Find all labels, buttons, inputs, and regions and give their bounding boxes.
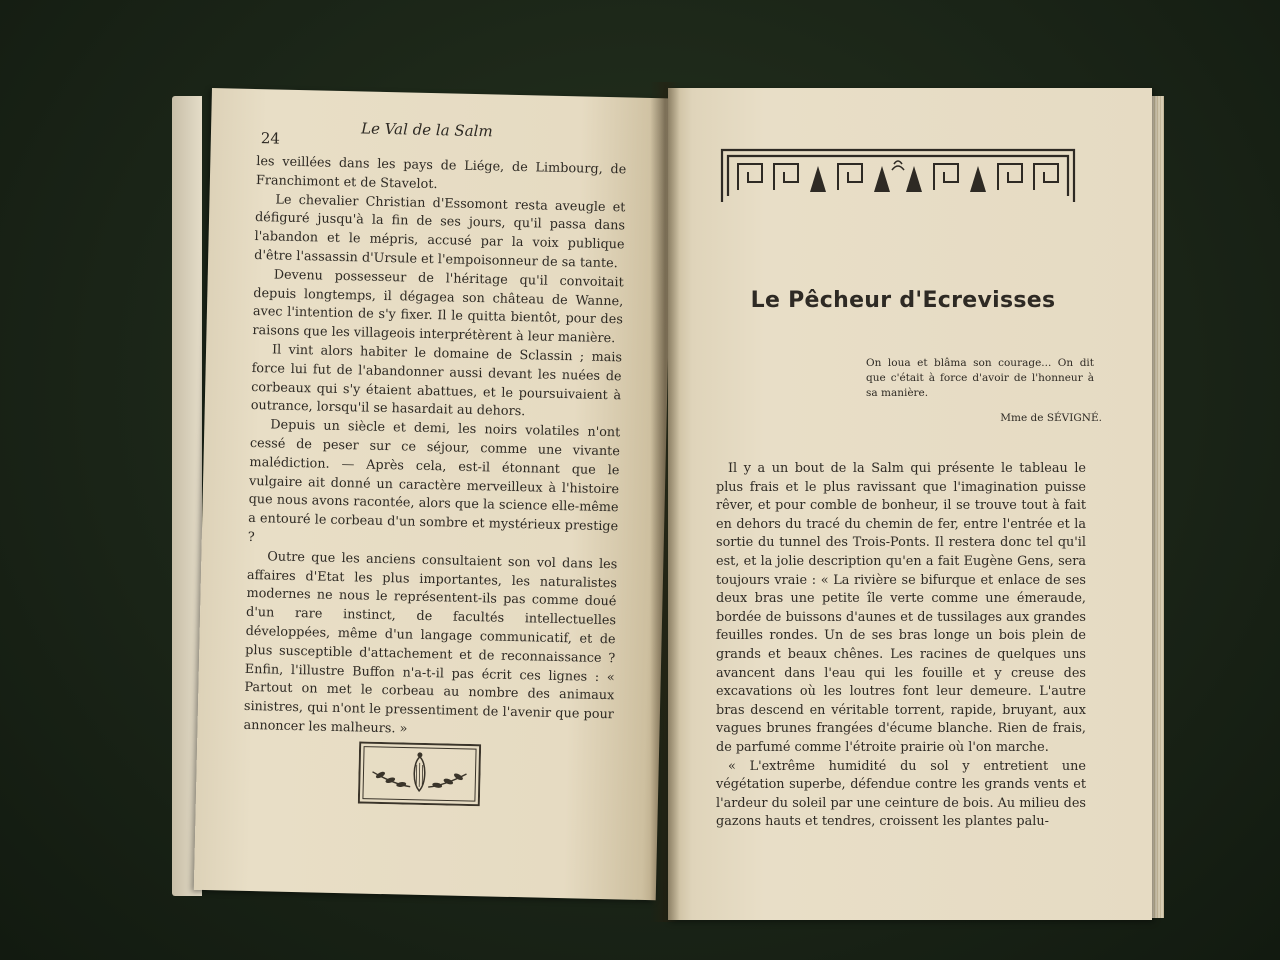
right-page: [668, 88, 1152, 920]
lyre-laurel-vignette-icon: [358, 742, 481, 807]
paragraph: Le chevalier Christian d'Essomont resta aveugle et défiguré jusqu'à la fin de ses jours, qu'il passa dans l'abandon et le mépris, accusé par la voix publique d'être l'assassin d'Ursule et l'empoisonneur de sa tante.: [254, 192, 626, 272]
paragraph: Depuis un siècle et demi, les noirs volatiles n'ont cessé de peser sur ce séjour, comme une vivante malédiction. — Après cela, est-il étonnant que le vulgaire ait donné un caractère merveilleux à l'histoire que nous avons racontée, alors que la science elle-même a entouré le corbeau d'un sombre et mystérieux prestige ?: [247, 417, 621, 546]
epigraph-author: Mme de SÉVIGNÉ.: [1000, 412, 1102, 424]
epigraph: On loua et blâma son courage... On dit que c'était à force d'avoir de l'honneur à sa manière.: [866, 357, 1094, 399]
right-page-body: [716, 460, 1086, 832]
paragraph: les veillées dans les pays de Liége, de Limbourg, de Franchimont et de Stavelot.: [255, 154, 627, 192]
running-title: Le Val de la Salm: [360, 119, 493, 141]
left-page: [194, 88, 674, 900]
greek-key-ornament-icon: [718, 144, 1078, 208]
paragraph: Devenu possesseur de l'héritage qu'il convoitait depuis longtemps, il dégagea son château de Wanne, avec l'intention de s'y fixer. Il le quitta bientôt, pour des raisons que les villageois interprétèrent à leur manière.: [252, 267, 624, 347]
page-number: 24: [260, 129, 281, 148]
paragraph: Il y a un bout de la Salm qui présente le tableau le plus frais et le plus ravissant que l'imagination puisse rêver, et pour comble de bonheur, il se trouve tout à fait en dehors du tracé du chemin de fer, entre l'entrée et la sortie du tunnel des Trois-Ponts. Il restera donc tel qu'il est, et la jolie description qu'en a fait Eugène Gens, sera toujours vraie : « La rivière se bifurque et enlace de ses deux bras une petite île verte comme une émeraude, bordée de buissons d'aunes et de tussilages aux grandes feuilles rondes. Un de ses bras longe un bois plein de grands et beaux chênes. Les racines de quelques uns avancent dans l'eau qui les fouille et y creuse des excavations où les loutres font leur demeure. L'autre bras descend en véritable torrent, rapide, bruyant, aux vagues brunes frangées d'écume blanche. Rien de frais, de parfumé comme l'étroite prairie où l'on marche.: [716, 461, 1086, 755]
paragraph: « L'extrême humidité du sol y entretient une végétation superbe, défendue contre les grands vents et l'ardeur du soleil par une ceinture de bois. Au milieu des gazons hauts et tendres, croissent les plantes palu-: [716, 758, 1086, 830]
page-edges: [1152, 96, 1164, 918]
left-page-body: [243, 153, 626, 744]
paragraph: Il vint alors habiter le domaine de Sclassin ; mais force lui fut de l'abandonner aussi devant les nuées de corbeaux qui s'y étaient abattues, et le poursuivaient à outrance, lorsqu'il se hasardait au dehors.: [250, 342, 623, 420]
open-book: [172, 82, 1172, 922]
paragraph: Outre que les anciens consultaient son vol dans les affaires d'Etat les plus importantes, les naturalistes modernes ne nous le représentent-ils pas comme doué d'un rare instinct, de facultés intellectuelles développées, même d'un langage communicatif, et de plus susceptible d'attachement et de reconnaissance ? Enfin, l'illustre Buffon n'a-t-il pas écrit ces lignes : « Partout on met le corbeau au nombre des animaux sinistres, qui n'ont le pressentiment de l'avenir que pour annoncer les malheurs. »: [243, 549, 618, 737]
running-head: [260, 119, 651, 156]
chapter-title: Le Pêcheur d'Ecrevisses: [750, 288, 1056, 313]
